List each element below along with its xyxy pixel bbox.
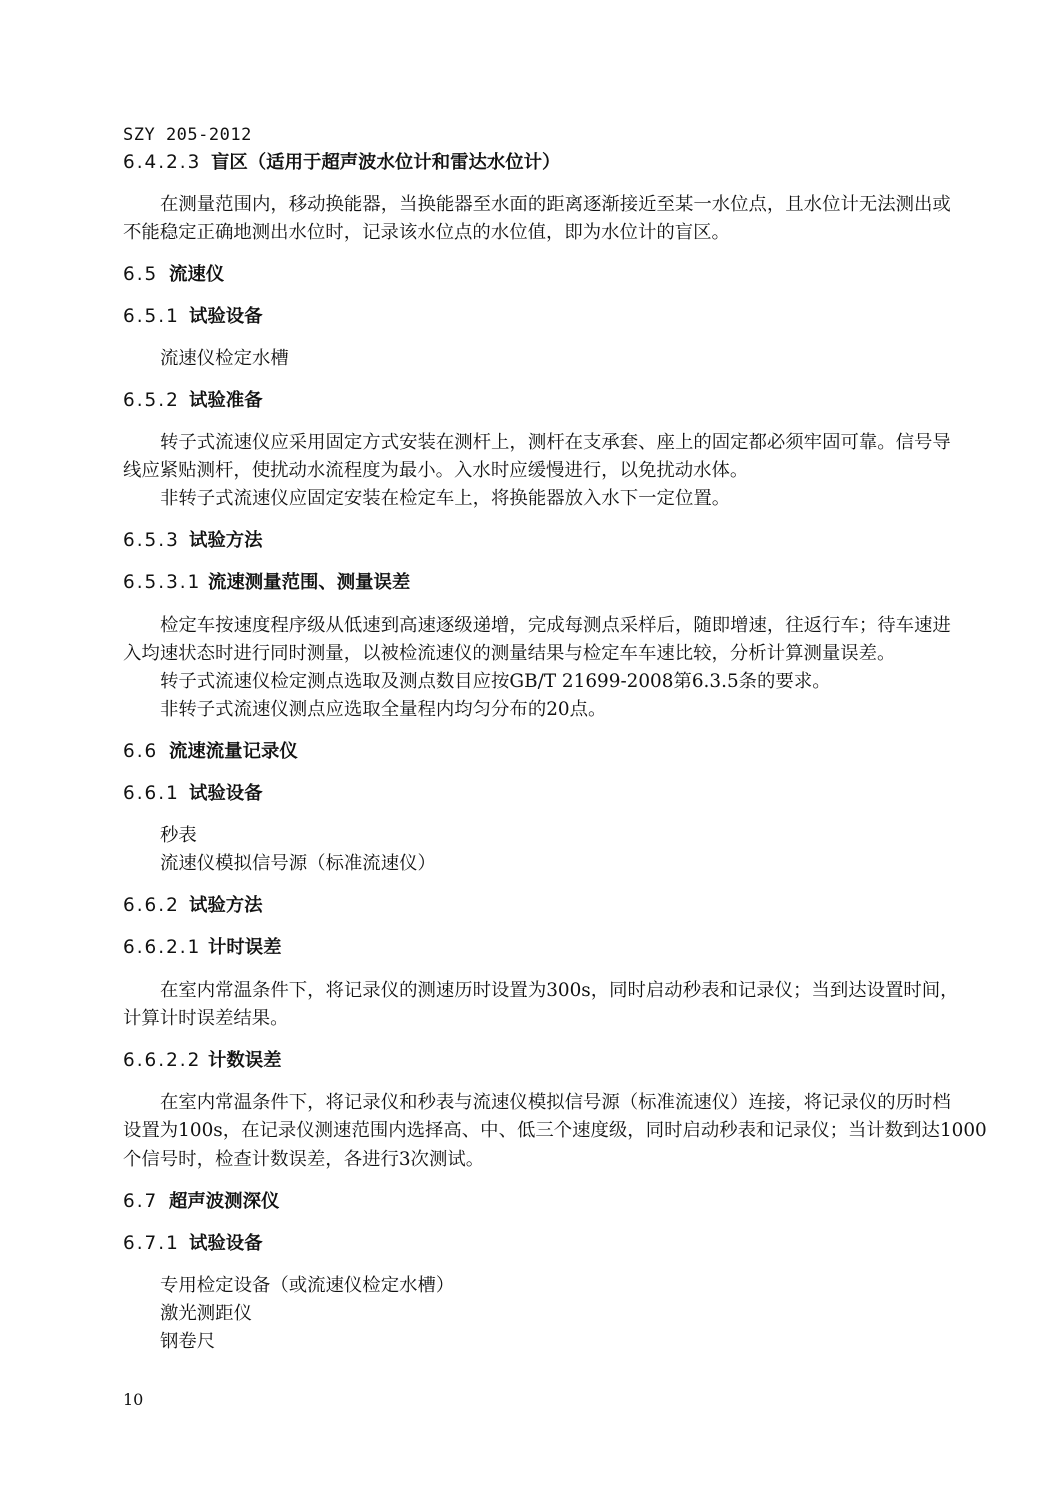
heading-number: 6.6.2.1 — [123, 937, 202, 958]
heading-6-7 — [123, 1189, 279, 1215]
paragraph-line: 非转子式流速仪应固定安装在检定车上，将换能器放入水下一定位置。 — [160, 488, 731, 509]
heading-title: 超声波测深仪 — [169, 1191, 280, 1212]
paragraph-line: 激光测距仪 — [160, 1303, 252, 1324]
heading-6-5-3-1 — [123, 570, 410, 596]
paragraph-line: 转子式流速仪应采用固定方式安装在测杆上，测杆在支承套、座上的固定都必须牢固可靠。信号导 — [160, 432, 951, 453]
heading-6-6-2-2 — [123, 1048, 282, 1074]
heading-title: 试验设备 — [189, 1233, 263, 1254]
paragraph-line: 线应紧贴测杆，使扰动水流程度为最小。入水时应缓慢进行，以免扰动水体。 — [123, 460, 749, 481]
page-number: 10 — [123, 1390, 144, 1409]
paragraph-line: 个信号时，检查计数误差，各进行3次测试。 — [123, 1149, 485, 1170]
paragraph-line: 转子式流速仪检定测点选取及测点数目应按GB/T 21699-2008第6.3.5条的要求。 — [160, 671, 831, 692]
heading-number: 6.5.3 — [123, 530, 180, 551]
paragraph-line: 计算计时误差结果。 — [123, 1008, 289, 1029]
heading-title: 试验准备 — [189, 390, 263, 411]
heading-number: 6.4.2.3 — [123, 152, 202, 173]
paragraph-line: 不能稳定正确地测出水位时，记录该水位点的水位值，即为水位计的盲区。 — [123, 222, 730, 243]
heading-6-6-2 — [123, 893, 263, 919]
heading-6-6-2-1 — [123, 935, 282, 961]
heading-title: 试验方法 — [189, 530, 263, 551]
paragraph-line: 在测量范围内，移动换能器，当换能器至水面的距离逐渐接近至某一水位点，且水位计无法测出或 — [160, 194, 951, 215]
heading-title: 计数误差 — [208, 1050, 282, 1071]
heading-title: 计时误差 — [208, 937, 282, 958]
paragraph-line: 流速仪模拟信号源（标准流速仪） — [160, 853, 436, 874]
paragraph-line: 在室内常温条件下，将记录仪的测速历时设置为300s，同时启动秒表和记录仪；当到达设置时间， — [160, 980, 959, 1001]
heading-6-6-1 — [123, 781, 263, 807]
heading-number: 6.6.1 — [123, 783, 180, 804]
heading-6-5-3 — [123, 528, 263, 554]
paragraph-line: 检定车按速度程序级从低速到高速逐级递增，完成每测点采样后，随即增速，往返行车；待车速进 — [160, 615, 951, 636]
paragraph-line: 钢卷尺 — [160, 1331, 216, 1352]
paragraph-line: 流速仪检定水槽 — [160, 348, 289, 369]
heading-title: 试验设备 — [189, 783, 263, 804]
heading-6-5-1 — [123, 304, 263, 330]
heading-number: 6.7.1 — [123, 1233, 180, 1254]
heading-title: 试验方法 — [189, 895, 263, 916]
heading-number: 6.5 — [123, 264, 159, 285]
heading-number: 6.5.2 — [123, 390, 180, 411]
heading-6-7-1 — [123, 1231, 263, 1257]
standard-code: SZY 205-2012 — [123, 125, 252, 145]
heading-title: 流速测量范围、测量误差 — [208, 572, 411, 593]
heading-number: 6.7 — [123, 1191, 159, 1212]
heading-title: 流速仪 — [169, 264, 225, 285]
paragraph-line: 入均速状态时进行同时测量，以被检流速仪的测量结果与检定车车速比较，分析计算测量误差。 — [123, 643, 896, 664]
heading-title: 盲区（适用于超声波水位计和雷达水位计） — [211, 152, 561, 173]
paragraph-line: 设置为100s，在记录仪测速范围内选择高、中、低三个速度级，同时启动秒表和记录仪；当计数到达1000 — [123, 1120, 987, 1141]
paragraph-line: 秒表 — [160, 825, 197, 846]
paragraph-line: 专用检定设备（或流速仪检定水槽） — [160, 1275, 455, 1296]
paragraph-line: 在室内常温条件下，将记录仪和秒表与流速仪模拟信号源（标准流速仪）连接，将记录仪的历时档 — [160, 1092, 951, 1113]
heading-number: 6.6 — [123, 741, 159, 762]
heading-6-6 — [123, 739, 298, 765]
paragraph-line: 非转子式流速仪测点应选取全量程内均匀分布的20点。 — [160, 699, 607, 720]
heading-number: 6.5.3.1 — [123, 572, 202, 593]
heading-number: 6.5.1 — [123, 306, 180, 327]
heading-number: 6.6.2 — [123, 895, 180, 916]
heading-title: 试验设备 — [189, 306, 263, 327]
heading-6-4-2-3 — [123, 150, 560, 176]
heading-6-5-2 — [123, 388, 263, 414]
heading-number: 6.6.2.2 — [123, 1050, 202, 1071]
heading-title: 流速流量记录仪 — [169, 741, 298, 762]
heading-6-5 — [123, 262, 224, 288]
